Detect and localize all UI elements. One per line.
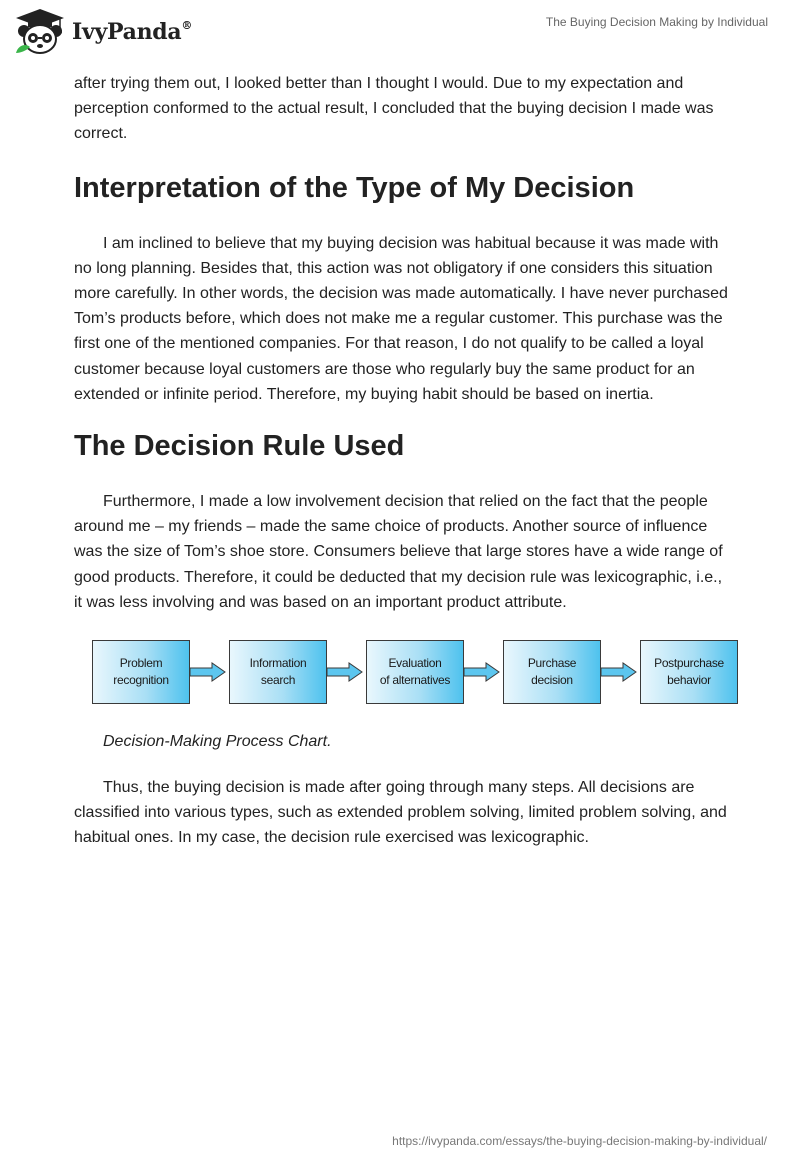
flow-step-evaluation: Evaluation of alternatives	[366, 640, 464, 704]
decision-process-flowchart	[92, 640, 752, 710]
essay-content	[74, 71, 728, 851]
section2-paragraph: Furthermore, I made a low involvement decision that relied on the fact that the people around me – my friends – made the same choice of products. Another source of influence was the size of Tom’s shoe store. Consumers believe that large stores have a wide range of good products. Therefore, it could be deducted that my decision rule was lexicographic, i.e., it was less involving and was based on an important product attribute.	[74, 493, 723, 611]
section-heading-interpretation: Interpretation of the Type of My Decision	[74, 171, 635, 204]
intro-paragraph: after trying them out, I looked better than I thought I would. Due to my expectation and perception conformed to the actual result, I concluded that the buying decision I made was correct.	[74, 75, 714, 143]
flow-arrow-icon	[601, 662, 637, 682]
section1-paragraph: I am inclined to believe that my buying decision was habitual because it was made with no long planning. Besides that, this action was not obligatory if one considers this situation more carefully. In other words, the decision was made automatically. I have never purchased Tom’s products before, which does not make me a regular customer. This purchase was the first one of the mentioned companies. For that reason, I do not qualify to be called a loyal customer because loyal customers are those who regularly buy the same product for an extended or infinite period. Therefore, my buying habit should be based on inertia.	[74, 234, 728, 403]
document-title: The Buying Decision Making by Individual	[545, 15, 768, 29]
flow-arrow-icon	[190, 662, 226, 682]
flow-step-postpurchase-behavior: Postpurchase behavior	[640, 640, 738, 704]
flow-step-information-search: Information search	[229, 640, 327, 704]
flow-arrow-icon	[464, 662, 500, 682]
panda-logo-icon	[12, 7, 68, 57]
page-header	[0, 0, 800, 64]
ivypanda-logo[interactable]	[12, 7, 192, 57]
figure-caption: Decision-Making Process Chart.	[103, 733, 332, 751]
flow-step-problem-recognition: Problem recognition	[92, 640, 190, 704]
flow-arrow-icon	[327, 662, 363, 682]
section-heading-decision-rule: The Decision Rule Used	[74, 430, 405, 463]
conclusion-paragraph: Thus, the buying decision is made after going through many steps. All decisions are classified into various types, such as extended problem solving, limited problem solving, and habitual ones. In my case, the decision rule exercised was lexicographic.	[74, 779, 727, 847]
flow-step-purchase-decision: Purchase decision	[503, 640, 601, 704]
brand-name: IvyPanda®	[72, 18, 193, 45]
source-url-link[interactable]: https://ivypanda.com/essays/the-buying-decision-making-by-individual/	[392, 1134, 767, 1148]
